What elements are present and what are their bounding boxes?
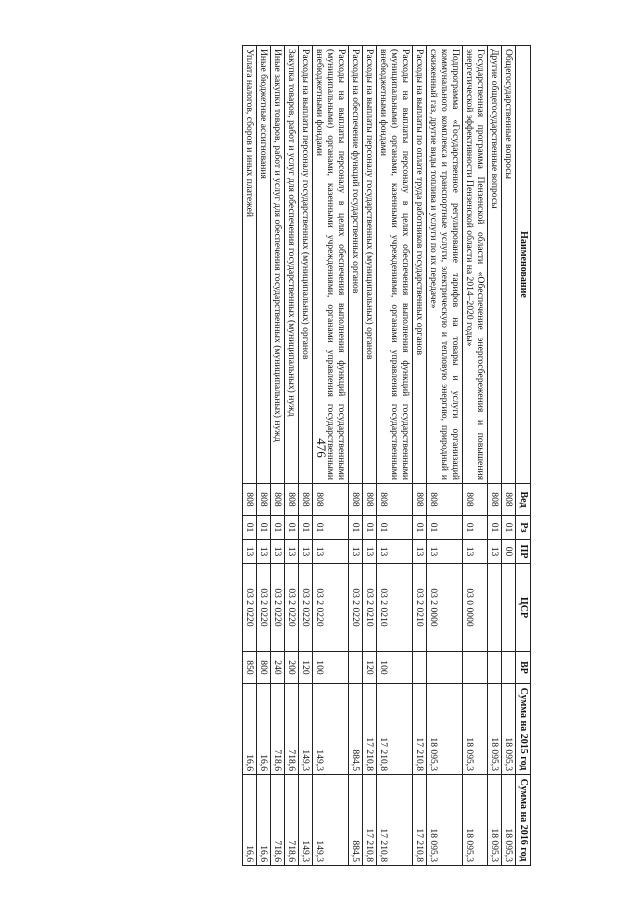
cell-pr: 13	[270, 540, 284, 564]
cell-vr: 240	[270, 652, 284, 684]
cell-ved: 808	[313, 484, 349, 516]
cell-sum-2016: 18 095,3	[463, 775, 488, 866]
cell-sum-2016: 149,3	[298, 775, 312, 866]
cell-pr: 13	[313, 540, 349, 564]
cell-ved: 808	[284, 484, 298, 516]
cell-sum-2015: 17 210,8	[363, 684, 377, 775]
header-rz: Рз	[516, 516, 531, 540]
cell-sum-2015: 149,3	[298, 684, 312, 775]
cell-vr	[427, 652, 463, 684]
cell-vr	[463, 652, 488, 684]
cell-sum-2016: 17 210,8	[363, 775, 377, 866]
table-row	[298, 46, 312, 866]
cell-sum-2015: 16,6	[242, 684, 256, 775]
table-row	[284, 46, 298, 866]
table-body	[242, 46, 516, 866]
cell-name: Расходы на выплаты персоналу государственных (муниципальных) органов	[298, 46, 312, 484]
cell-name: Расходы на обеспечение функций государственных органов	[349, 46, 363, 484]
cell-name: Общегосударственные вопросы	[502, 46, 516, 484]
cell-csr: 03 2 0000	[427, 564, 463, 652]
cell-csr: 03 2 0220	[313, 564, 349, 652]
cell-vr: 800	[256, 652, 270, 684]
cell-name: Расходы на выплаты персоналу в целях обеспечения выполнения функций государственными (муниципальными) органами, казенными учреждениями, органами управления государственными внебюджетными фондами	[313, 46, 349, 484]
cell-vr: 120	[298, 652, 312, 684]
cell-ved: 808	[242, 484, 256, 516]
header-ved: Вед	[516, 484, 531, 516]
cell-sum-2016: 18 095,3	[488, 775, 502, 866]
cell-sum-2015: 17 210,8	[413, 684, 427, 775]
table-row	[270, 46, 284, 866]
cell-csr: 03 2 0220	[242, 564, 256, 652]
cell-sum-2015: 18 095,3	[502, 684, 516, 775]
cell-csr	[502, 564, 516, 652]
table-row	[349, 46, 363, 866]
cell-sum-2016: 718,6	[270, 775, 284, 866]
cell-name: Расходы на выплаты по оплате труда работников государственных органов	[413, 46, 427, 484]
cell-sum-2016: 18 095,3	[502, 775, 516, 866]
page-number: 476	[313, 438, 329, 458]
cell-sum-2015: 149,3	[313, 684, 349, 775]
cell-sum-2015: 18 095,3	[463, 684, 488, 775]
cell-vr	[413, 652, 427, 684]
cell-rz: 01	[256, 516, 270, 540]
cell-sum-2016: 16,6	[242, 775, 256, 866]
cell-ved: 808	[256, 484, 270, 516]
cell-sum-2015: 16,6	[256, 684, 270, 775]
cell-csr	[488, 564, 502, 652]
cell-name: Иные бюджетные ассигнования	[256, 46, 270, 484]
cell-csr: 03 2 0220	[349, 564, 363, 652]
cell-sum-2016: 149,3	[313, 775, 349, 866]
cell-rz: 01	[313, 516, 349, 540]
table-row	[242, 46, 256, 866]
cell-pr: 13	[284, 540, 298, 564]
cell-rz: 01	[488, 516, 502, 540]
cell-name: Расходы на выплаты персоналу в целях обеспечения выполнения функций государственными (муниципальными) органами, казенными учреждениями, органами управления государственными внебюджетными фондами	[377, 46, 413, 484]
table-row	[488, 46, 502, 866]
cell-vr: 120	[363, 652, 377, 684]
cell-sum-2016: 17 210,8	[377, 775, 413, 866]
table-row	[363, 46, 377, 866]
cell-sum-2016: 718,6	[284, 775, 298, 866]
header-sum-2015: Сумма на 2015 год	[516, 684, 531, 775]
cell-pr: 13	[363, 540, 377, 564]
header-csr: ЦСР	[516, 564, 531, 652]
table-header-row	[516, 46, 531, 866]
cell-ved: 808	[427, 484, 463, 516]
cell-rz: 01	[270, 516, 284, 540]
cell-vr	[488, 652, 502, 684]
cell-pr: 13	[463, 540, 488, 564]
cell-csr: 03 2 0210	[413, 564, 427, 652]
cell-csr: 03 2 0220	[298, 564, 312, 652]
cell-sum-2015: 17 210,8	[377, 684, 413, 775]
cell-csr: 03 2 0210	[363, 564, 377, 652]
cell-ved: 808	[298, 484, 312, 516]
cell-name: Иные закупки товаров, работ и услуг для обеспечения государственных (муниципальных) нужд	[270, 46, 284, 484]
cell-pr: 13	[427, 540, 463, 564]
cell-rz: 01	[377, 516, 413, 540]
cell-rz: 01	[284, 516, 298, 540]
cell-rz: 01	[413, 516, 427, 540]
cell-sum-2016: 16,6	[256, 775, 270, 866]
table-row	[463, 46, 488, 866]
cell-sum-2015: 718,6	[270, 684, 284, 775]
cell-pr: 13	[256, 540, 270, 564]
cell-name: Государственная программа Пензенской области «Обеспечение энергосбережения и повышения энергетической эффективности Пензенской области на 2014–2020 годы»	[463, 46, 488, 484]
cell-sum-2015: 884,5	[349, 684, 363, 775]
cell-rz: 01	[363, 516, 377, 540]
cell-rz: 01	[502, 516, 516, 540]
cell-ved: 808	[413, 484, 427, 516]
cell-ved: 808	[377, 484, 413, 516]
cell-csr: 03 2 0220	[270, 564, 284, 652]
cell-sum-2016: 884,5	[349, 775, 363, 866]
cell-name: Подпрограмма «Государственное регулирование тарифов на товары и услуги организаций коммунального комплекса и транспортные услуги, электрическую и тепловую энергию, природный и сжиженный газ, другие виды топлива и услуги по их передаче»	[427, 46, 463, 484]
header-pr: ПР	[516, 540, 531, 564]
header-sum-2016: Сумма на 2016 год	[516, 775, 531, 866]
cell-name: Уплата налогов, сборов и иных платежей	[242, 46, 256, 484]
header-name: Наименование	[516, 46, 531, 484]
table-row	[413, 46, 427, 866]
cell-csr: 03 2 0220	[256, 564, 270, 652]
table-row	[427, 46, 463, 866]
cell-name: Закупка товаров, работ и услуг для обеспечения государственных (муниципальных) нужд	[284, 46, 298, 484]
budget-table-frame	[106, 45, 531, 865]
table-row	[377, 46, 413, 866]
cell-pr: 13	[377, 540, 413, 564]
cell-ved: 808	[502, 484, 516, 516]
header-vr: ВР	[516, 652, 531, 684]
cell-vr: 100	[377, 652, 413, 684]
cell-vr	[502, 652, 516, 684]
cell-name: Расходы на выплаты персоналу государственных (муниципальных) органов	[363, 46, 377, 484]
table-row	[256, 46, 270, 866]
cell-rz: 01	[349, 516, 363, 540]
cell-pr: 13	[298, 540, 312, 564]
cell-sum-2016: 18 095,3	[427, 775, 463, 866]
cell-ved: 808	[349, 484, 363, 516]
budget-table	[242, 45, 531, 866]
cell-ved: 808	[363, 484, 377, 516]
cell-pr: 13	[413, 540, 427, 564]
cell-vr: 200	[284, 652, 298, 684]
cell-name: Другие общегосударственные вопросы	[488, 46, 502, 484]
cell-csr: 03 0 0000	[463, 564, 488, 652]
cell-vr	[349, 652, 363, 684]
cell-csr: 03 2 0210	[377, 564, 413, 652]
cell-rz: 01	[298, 516, 312, 540]
cell-pr: 13	[242, 540, 256, 564]
cell-sum-2015: 18 095,3	[488, 684, 502, 775]
cell-ved: 808	[270, 484, 284, 516]
budget-table-rotated	[106, 45, 531, 865]
cell-vr: 100	[313, 652, 349, 684]
cell-rz: 01	[463, 516, 488, 540]
cell-ved: 808	[463, 484, 488, 516]
cell-sum-2016: 17 210,8	[413, 775, 427, 866]
cell-csr: 03 2 0220	[284, 564, 298, 652]
cell-vr: 850	[242, 652, 256, 684]
table-row	[313, 46, 349, 866]
cell-pr: 00	[502, 540, 516, 564]
cell-sum-2015: 18 095,3	[427, 684, 463, 775]
cell-pr: 13	[488, 540, 502, 564]
cell-ved: 808	[488, 484, 502, 516]
cell-rz: 01	[242, 516, 256, 540]
cell-rz: 01	[427, 516, 463, 540]
cell-sum-2015: 718,6	[284, 684, 298, 775]
table-row	[502, 46, 516, 866]
cell-pr: 13	[349, 540, 363, 564]
